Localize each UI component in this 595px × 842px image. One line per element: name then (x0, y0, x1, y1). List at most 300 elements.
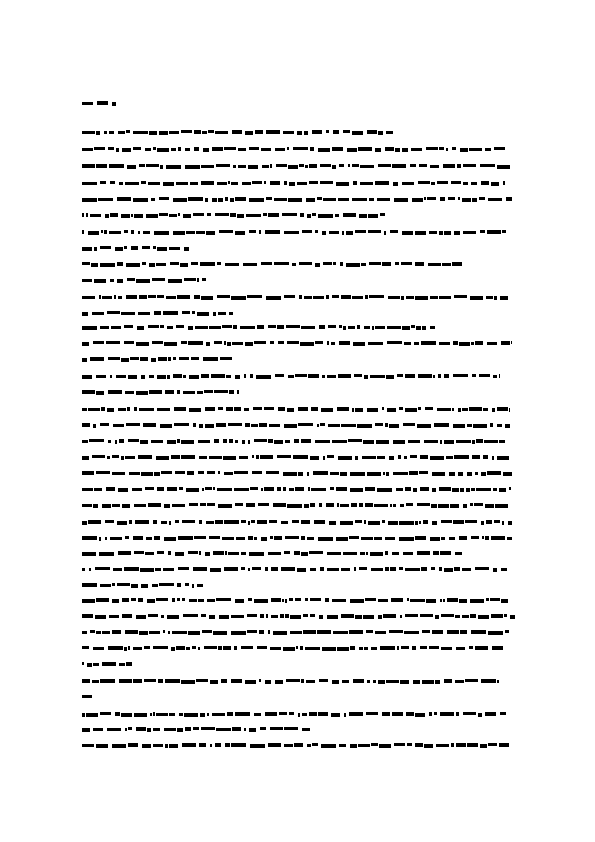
text-fragment (493, 488, 497, 491)
text-fragment (171, 455, 180, 459)
text-fragment (188, 326, 193, 330)
text-fragment (407, 598, 409, 601)
text-fragment (122, 148, 131, 152)
text-fragment (387, 326, 401, 329)
text-fragment (82, 423, 90, 427)
text-fragment (168, 631, 170, 634)
text-fragment (390, 504, 392, 507)
text-fragment (415, 521, 418, 525)
text-fragment (423, 520, 428, 524)
text-fragment (208, 130, 214, 133)
text-fragment (458, 408, 461, 412)
text-fragment (245, 680, 256, 684)
text-fragment (96, 164, 107, 168)
text-fragment (471, 182, 477, 185)
text-fragment (338, 198, 349, 201)
text-fragment (275, 148, 285, 151)
text-fragment (89, 439, 104, 442)
text-fragment (284, 181, 287, 185)
text-fragment (476, 488, 491, 491)
text-fragment (138, 312, 150, 315)
text-fragment (270, 727, 283, 730)
text-fragment (323, 262, 332, 265)
text-fragment (385, 537, 395, 540)
text-fragment (82, 456, 89, 460)
text-fragment (236, 537, 245, 540)
text-fragment (415, 743, 423, 747)
text-fragment (265, 230, 280, 234)
text-fragment (112, 583, 115, 586)
text-fragment (86, 213, 88, 217)
text-fragment (367, 472, 381, 476)
text-fragment (177, 728, 183, 732)
text-fragment (402, 148, 408, 152)
text-fragment (339, 325, 342, 328)
text-fragment (251, 520, 255, 523)
text-fragment (182, 311, 190, 314)
text-fragment (401, 646, 409, 649)
text-fragment (475, 567, 489, 570)
text-fragment (378, 615, 382, 619)
text-fragment (436, 744, 449, 747)
text-fragment (426, 147, 438, 150)
text-fragment (418, 407, 421, 410)
text-fragment (246, 214, 261, 217)
text-fragment (148, 182, 160, 185)
text-fragment (194, 536, 206, 539)
text-fragment (366, 630, 373, 633)
text-fragment (96, 391, 104, 395)
text-fragment (368, 230, 381, 233)
text-fragment (449, 537, 455, 540)
text-fragment (392, 164, 406, 168)
text-fragment (319, 325, 325, 329)
text-fragment (169, 214, 177, 217)
text-fragment (369, 262, 381, 265)
text-fragment (212, 147, 223, 151)
text-fragment (320, 181, 333, 184)
text-fragment (112, 455, 119, 458)
text-fragment (354, 567, 356, 571)
text-fragment (229, 439, 233, 443)
text-fragment (493, 375, 497, 378)
text-fragment (283, 472, 297, 476)
text-fragment (127, 278, 135, 281)
text-fragment (481, 521, 484, 525)
text-fragment (185, 727, 191, 731)
text-fragment (368, 342, 383, 345)
text-fragment (301, 536, 305, 540)
text-fragment (196, 679, 208, 682)
text-fragment (109, 164, 124, 168)
text-fragment (354, 374, 362, 377)
text-fragment (199, 520, 202, 524)
text-fragment (298, 713, 300, 717)
text-fragment (474, 503, 483, 506)
text-fragment (249, 728, 256, 732)
text-fragment (266, 130, 280, 134)
text-fragment (254, 537, 257, 540)
text-fragment (167, 326, 173, 329)
text-fragment (454, 567, 460, 571)
text-fragment (110, 213, 118, 217)
text-fragment (119, 439, 124, 443)
text-fragment (312, 130, 322, 134)
text-fragment (431, 567, 435, 570)
text-fragment (237, 390, 239, 394)
text-fragment (143, 423, 156, 427)
text-fragment (261, 148, 271, 151)
text-fragment (410, 599, 425, 602)
text-fragment (407, 743, 412, 746)
text-fragment (148, 295, 156, 298)
text-fragment (382, 520, 385, 523)
text-fragment (202, 488, 204, 491)
text-fragment (359, 503, 363, 507)
text-fragment (368, 521, 380, 525)
text-fragment (232, 727, 241, 731)
text-fragment (285, 599, 287, 603)
text-fragment (441, 520, 452, 523)
text-fragment (129, 520, 132, 524)
text-fragment (93, 728, 103, 731)
text-fragment (460, 630, 467, 634)
text-fragment (224, 341, 226, 345)
text-fragment (289, 182, 295, 186)
text-fragment (415, 262, 424, 266)
text-fragment (154, 472, 160, 476)
text-fragment (405, 614, 418, 617)
text-fragment (173, 198, 187, 202)
text-fragment (82, 279, 92, 282)
text-fragment (343, 552, 357, 555)
text-fragment (315, 341, 323, 344)
text-fragment (438, 504, 449, 508)
text-fragment (249, 198, 264, 202)
text-fragment (275, 374, 284, 377)
text-fragment (505, 630, 509, 633)
text-fragment (412, 198, 423, 202)
text-fragment (82, 521, 87, 525)
text-fragment (88, 520, 101, 524)
text-fragment (250, 374, 253, 378)
text-fragment (82, 646, 89, 649)
text-fragment (439, 296, 451, 299)
text-fragment (261, 537, 267, 541)
text-fragment (425, 407, 433, 410)
text-fragment (124, 246, 127, 249)
text-fragment (375, 181, 389, 185)
text-fragment (82, 390, 95, 394)
text-fragment (90, 357, 104, 361)
text-fragment (326, 295, 329, 299)
text-fragment (241, 646, 253, 649)
text-fragment (177, 583, 181, 587)
text-fragment (332, 147, 343, 151)
text-fragment (399, 537, 414, 541)
text-fragment (114, 295, 116, 299)
text-fragment (135, 520, 149, 524)
text-fragment (430, 456, 444, 460)
text-fragment (149, 131, 157, 135)
text-fragment (232, 342, 243, 345)
text-fragment (141, 375, 145, 379)
text-fragment (231, 631, 246, 635)
text-fragment (213, 551, 224, 555)
text-fragment (130, 357, 139, 360)
text-fragment (444, 231, 451, 235)
text-fragment (364, 520, 366, 524)
text-fragment (460, 148, 468, 152)
text-fragment (439, 147, 444, 150)
text-fragment (180, 263, 188, 267)
text-fragment (119, 663, 125, 666)
text-fragment (309, 181, 318, 184)
text-fragment (119, 679, 132, 683)
text-fragment (355, 456, 358, 460)
text-fragment (448, 197, 455, 200)
text-fragment (367, 408, 378, 412)
text-fragment (377, 198, 390, 201)
text-fragment (247, 630, 257, 633)
text-fragment (432, 630, 443, 634)
text-fragment (277, 487, 281, 491)
text-fragment (82, 552, 96, 556)
text-fragment (287, 408, 294, 412)
text-fragment (249, 230, 256, 233)
text-fragment (336, 487, 347, 491)
text-fragment (133, 647, 142, 650)
text-fragment (418, 181, 430, 184)
text-fragment (317, 630, 331, 634)
text-fragment (304, 131, 308, 135)
text-fragment (138, 231, 140, 234)
text-fragment (509, 487, 511, 490)
text-fragment (167, 615, 179, 619)
text-fragment (185, 165, 200, 169)
text-fragment (202, 630, 212, 633)
text-fragment (337, 647, 349, 651)
text-fragment (465, 679, 478, 682)
text-fragment (179, 357, 189, 360)
text-fragment (352, 131, 363, 135)
text-fragment (82, 599, 95, 603)
text-fragment (463, 164, 476, 167)
text-fragment (212, 713, 225, 716)
text-fragment (366, 712, 378, 715)
text-fragment (332, 295, 339, 298)
text-fragment (370, 552, 383, 556)
text-fragment (440, 197, 445, 201)
text-fragment (206, 231, 215, 235)
text-fragment (197, 278, 199, 282)
text-fragment (471, 630, 486, 634)
text-fragment (169, 521, 171, 525)
text-fragment (360, 552, 365, 555)
text-fragment (304, 296, 312, 299)
text-fragment (320, 567, 324, 571)
text-fragment (501, 568, 507, 571)
text-fragment (153, 520, 157, 524)
text-fragment (102, 631, 110, 634)
text-fragment (284, 551, 290, 554)
text-fragment (455, 680, 464, 683)
text-fragment (234, 407, 241, 411)
text-fragment (386, 131, 393, 134)
text-fragment (188, 197, 203, 201)
text-fragment (245, 342, 253, 346)
text-fragment (231, 182, 238, 185)
text-fragment (124, 341, 134, 344)
text-fragment (189, 599, 197, 602)
text-fragment (102, 504, 111, 508)
text-fragment (462, 408, 468, 411)
text-fragment (452, 488, 459, 492)
text-fragment (511, 341, 512, 344)
text-fragment (310, 614, 315, 617)
text-fragment (510, 615, 515, 619)
text-fragment (225, 197, 228, 201)
text-fragment (232, 130, 242, 134)
text-fragment (433, 551, 439, 555)
text-fragment (218, 198, 223, 202)
text-fragment (231, 615, 244, 618)
text-fragment (235, 197, 246, 201)
text-fragment (500, 296, 508, 300)
text-fragment (163, 182, 174, 186)
text-fragment (128, 375, 137, 379)
text-fragment (113, 424, 124, 427)
text-fragment (125, 456, 135, 459)
text-fragment (118, 408, 126, 411)
text-fragment (241, 552, 246, 555)
text-fragment (341, 424, 356, 427)
text-fragment (215, 743, 221, 747)
text-fragment (413, 680, 420, 684)
text-fragment (406, 296, 414, 299)
text-fragment (287, 147, 289, 150)
text-fragment (370, 375, 385, 378)
text-fragment (275, 680, 283, 684)
text-fragment (332, 165, 336, 169)
text-fragment (385, 423, 388, 427)
text-fragment (264, 181, 266, 184)
text-fragment (462, 198, 471, 202)
text-fragment (313, 471, 328, 475)
text-fragment (384, 231, 386, 235)
text-fragment (100, 584, 111, 587)
text-fragment (290, 615, 301, 619)
text-fragment (440, 551, 451, 555)
text-fragment (88, 231, 99, 235)
text-fragment (366, 552, 368, 555)
text-fragment (268, 552, 281, 555)
text-fragment (125, 536, 129, 539)
text-fragment (92, 312, 104, 315)
text-fragment (328, 325, 336, 328)
text-fragment (389, 630, 403, 633)
text-fragment (494, 296, 497, 300)
text-fragment (96, 744, 108, 748)
text-fragment (444, 679, 452, 683)
text-fragment (494, 147, 505, 150)
text-fragment (235, 231, 245, 235)
text-fragment (426, 599, 436, 603)
text-fragment (323, 198, 336, 201)
text-fragment (191, 357, 199, 360)
text-fragment (233, 325, 237, 329)
text-fragment (87, 663, 92, 667)
text-fragment (389, 424, 399, 428)
text-fragment (367, 130, 377, 134)
text-fragment (158, 679, 163, 683)
text-fragment (485, 148, 491, 151)
text-fragment (307, 744, 311, 747)
text-fragment (441, 537, 445, 540)
text-fragment (145, 552, 154, 555)
text-fragment (112, 630, 121, 634)
text-fragment (213, 487, 215, 490)
text-fragment (223, 646, 231, 650)
text-fragment (432, 521, 437, 525)
text-fragment (459, 599, 467, 603)
text-fragment (212, 198, 217, 202)
text-fragment (350, 646, 355, 650)
text-fragment (225, 263, 239, 266)
text-fragment (392, 712, 403, 716)
text-fragment (405, 374, 415, 378)
text-fragment (178, 536, 193, 540)
text-fragment (197, 391, 203, 394)
text-fragment (479, 197, 485, 200)
text-fragment (82, 583, 97, 587)
text-fragment (311, 407, 318, 411)
text-fragment (184, 278, 196, 281)
text-fragment (391, 598, 403, 602)
text-fragment (99, 552, 114, 556)
text-fragment (218, 504, 232, 508)
text-fragment (353, 679, 364, 683)
text-fragment (176, 325, 184, 328)
text-fragment (218, 471, 220, 474)
text-fragment (288, 375, 294, 378)
text-fragment (472, 455, 480, 459)
text-fragment (335, 214, 339, 217)
text-fragment (365, 487, 375, 491)
text-fragment (223, 456, 236, 460)
text-fragment (136, 727, 146, 731)
text-fragment (420, 614, 433, 617)
text-fragment (277, 455, 291, 458)
text-fragment (451, 181, 461, 184)
text-fragment (419, 521, 421, 524)
text-fragment (82, 504, 92, 507)
text-fragment (110, 279, 114, 282)
text-fragment (94, 488, 102, 491)
text-fragment (481, 181, 489, 185)
text-fragment (364, 647, 368, 650)
text-fragment (138, 455, 152, 459)
text-fragment (456, 712, 459, 716)
text-fragment (133, 147, 141, 150)
text-fragment (234, 488, 249, 491)
text-fragment (121, 358, 129, 362)
text-fragment (161, 521, 167, 524)
text-fragment (230, 213, 236, 217)
text-fragment (146, 164, 159, 167)
text-fragment (188, 341, 203, 345)
text-fragment (101, 407, 105, 411)
